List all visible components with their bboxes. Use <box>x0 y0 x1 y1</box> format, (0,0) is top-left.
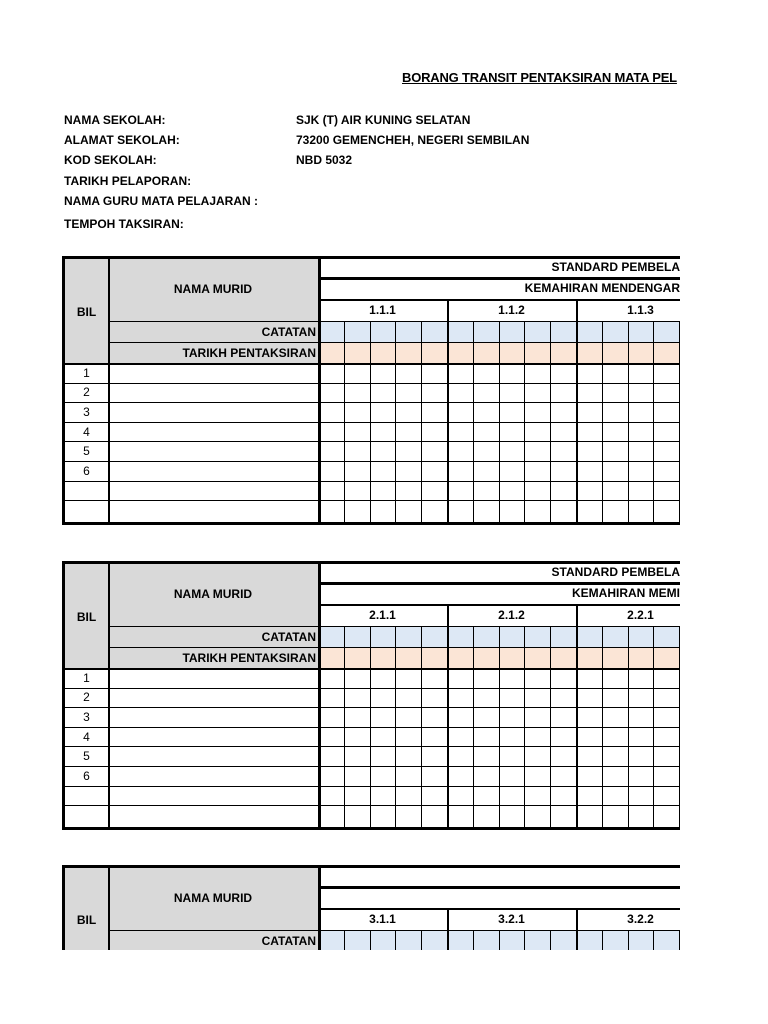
grid-line <box>108 321 680 322</box>
sub-column-line <box>628 321 629 525</box>
sub-column-line <box>524 930 525 950</box>
standard-header: STANDARD PEMBELA <box>551 564 680 579</box>
row-number: 5 <box>83 444 90 459</box>
grid-line <box>62 786 680 787</box>
standard-header <box>318 865 680 886</box>
sub-column-line <box>653 321 654 525</box>
row-number: 3 <box>83 404 90 419</box>
name-border <box>318 256 321 525</box>
sub-column-line <box>602 626 603 830</box>
sub-column-line <box>499 321 500 525</box>
standard-code-1.1.1: 1.1.1 <box>369 303 396 317</box>
sub-column-line <box>499 626 500 830</box>
grid-line <box>62 668 680 670</box>
sub-column-line <box>653 930 654 950</box>
nama-murid-label: NAMA MURID <box>173 890 253 905</box>
sub-column-line <box>653 626 654 830</box>
info-value: SJK (T) AIR KUNING SELATAN <box>296 113 471 127</box>
row-number <box>65 786 108 806</box>
sub-column-line <box>550 321 551 525</box>
grid-line <box>62 727 680 728</box>
sub-column-line <box>421 930 422 950</box>
bil-border <box>108 561 110 830</box>
sub-column-line <box>473 626 474 830</box>
row-number: 6 <box>83 768 90 783</box>
info-label: KOD SEKOLAH: <box>64 153 157 167</box>
catatan-label: CATATAN <box>261 324 316 339</box>
left-border <box>62 561 65 830</box>
bil-label: BIL <box>76 609 97 624</box>
sub-column-line <box>473 321 474 525</box>
grid-line <box>62 805 680 806</box>
row-number: 6 <box>83 463 90 478</box>
header-separator <box>318 277 680 280</box>
grid-line <box>108 647 680 648</box>
left-border <box>62 256 65 525</box>
row-number <box>65 481 108 501</box>
standard-code-2.2.1: 2.2.1 <box>627 608 654 622</box>
kemahiran-header: KEMAHIRAN MENDENGAR <box>524 281 680 295</box>
info-value: 73200 GEMENCHEH, NEGERI SEMBILAN <box>296 133 530 147</box>
header-separator <box>318 886 680 889</box>
standard-code-1.1.2: 1.1.2 <box>498 303 525 317</box>
table-bottom-border <box>62 522 680 525</box>
group-border <box>447 604 449 830</box>
header-separator <box>318 582 680 585</box>
bil-label: BIL <box>76 304 97 319</box>
tarikh-pentaksiran-label: TARIKH PENTAKSIRAN <box>182 650 316 665</box>
catatan-label: CATATAN <box>261 933 316 948</box>
info-label: NAMA GURU MATA PELAJARAN : <box>64 194 258 208</box>
sub-column-line <box>550 930 551 950</box>
table-bottom-border <box>62 827 680 830</box>
standard-code-2.1.1: 2.1.1 <box>369 608 396 622</box>
standard-code-3.2.2: 3.2.2 <box>627 912 654 926</box>
page-title: BORANG TRANSIT PENTAKSIRAN MATA PEL <box>402 70 677 85</box>
row-number: 3 <box>83 709 90 724</box>
sub-column-line <box>602 930 603 950</box>
sub-column-line <box>628 626 629 830</box>
kemahiran-header <box>318 886 680 908</box>
name-border <box>318 865 321 950</box>
group-border <box>576 604 578 830</box>
grid-line <box>62 441 680 442</box>
sub-column-line <box>344 321 345 525</box>
row-number: 1 <box>83 365 90 380</box>
header-separator <box>318 299 680 301</box>
nama-murid-label: NAMA MURID <box>173 586 253 601</box>
sub-column-line <box>370 930 371 950</box>
info-label: NAMA SEKOLAH: <box>64 113 166 127</box>
sub-column-line <box>499 930 500 950</box>
table-top-border <box>62 256 680 259</box>
group-border <box>447 908 449 950</box>
name-border <box>318 561 321 830</box>
bil-label: BIL <box>76 912 97 927</box>
grid-line <box>62 707 680 708</box>
sub-column-line <box>679 626 680 830</box>
row-number: 1 <box>83 670 90 685</box>
info-value: NBD 5032 <box>296 153 353 167</box>
grid-line <box>62 402 680 403</box>
info-label: TARIKH PELAPORAN: <box>64 174 192 188</box>
row-number: 2 <box>83 385 90 400</box>
grid-line <box>62 766 680 767</box>
kemahiran-header: KEMAHIRAN MEMI <box>572 586 680 600</box>
sub-column-line <box>344 626 345 830</box>
sub-column-line <box>370 321 371 525</box>
grid-line <box>62 422 680 423</box>
header-separator <box>318 908 680 910</box>
sub-column-line <box>679 321 680 525</box>
group-border <box>576 299 578 525</box>
sub-column-line <box>628 930 629 950</box>
info-label: ALAMAT SEKOLAH: <box>64 133 180 147</box>
standard-header: STANDARD PEMBELA <box>551 259 680 274</box>
grid-line <box>108 626 680 627</box>
sub-column-line <box>395 321 396 525</box>
sub-column-line <box>344 930 345 950</box>
grid-line <box>62 746 680 747</box>
row-number: 4 <box>83 729 90 744</box>
grid-line <box>62 500 680 501</box>
sub-column-line <box>602 321 603 525</box>
standard-code-1.1.3: 1.1.3 <box>627 303 654 317</box>
info-label: TEMPOH TAKSIRAN: <box>64 217 184 231</box>
sub-column-line <box>524 321 525 525</box>
bil-border <box>108 256 110 525</box>
row-number <box>65 805 108 825</box>
grid-line <box>62 481 680 482</box>
nama-murid-label: NAMA MURID <box>173 281 253 296</box>
standard-code-2.1.2: 2.1.2 <box>498 608 525 622</box>
assessment-section-3 <box>62 865 680 950</box>
sub-column-line <box>370 626 371 830</box>
sub-column-line <box>421 626 422 830</box>
sub-column-line <box>421 321 422 525</box>
bil-border <box>108 865 110 950</box>
row-number: 2 <box>83 690 90 705</box>
group-border <box>447 299 449 525</box>
grid-line <box>108 930 680 931</box>
left-border <box>62 865 65 950</box>
sub-column-line <box>473 930 474 950</box>
sub-column-line <box>524 626 525 830</box>
row-number: 4 <box>83 424 90 439</box>
sub-column-line <box>395 930 396 950</box>
sub-column-line <box>550 626 551 830</box>
group-border <box>576 908 578 950</box>
assessment-section-2 <box>62 561 680 831</box>
table-top-border <box>62 865 680 868</box>
assessment-section-1 <box>62 256 680 526</box>
grid-line <box>108 342 680 343</box>
grid-line <box>62 383 680 384</box>
sub-column-line <box>395 626 396 830</box>
tarikh-pentaksiran-label: TARIKH PENTAKSIRAN <box>182 345 316 360</box>
standard-code-3.1.1: 3.1.1 <box>369 912 396 926</box>
table-top-border <box>62 561 680 564</box>
standard-code-3.2.1: 3.2.1 <box>498 912 525 926</box>
sub-column-line <box>679 930 680 950</box>
row-number <box>65 500 108 520</box>
grid-line <box>62 688 680 689</box>
catatan-label: CATATAN <box>261 629 316 644</box>
grid-line <box>62 461 680 462</box>
row-number: 5 <box>83 749 90 764</box>
grid-line <box>62 363 680 365</box>
header-separator <box>318 604 680 606</box>
